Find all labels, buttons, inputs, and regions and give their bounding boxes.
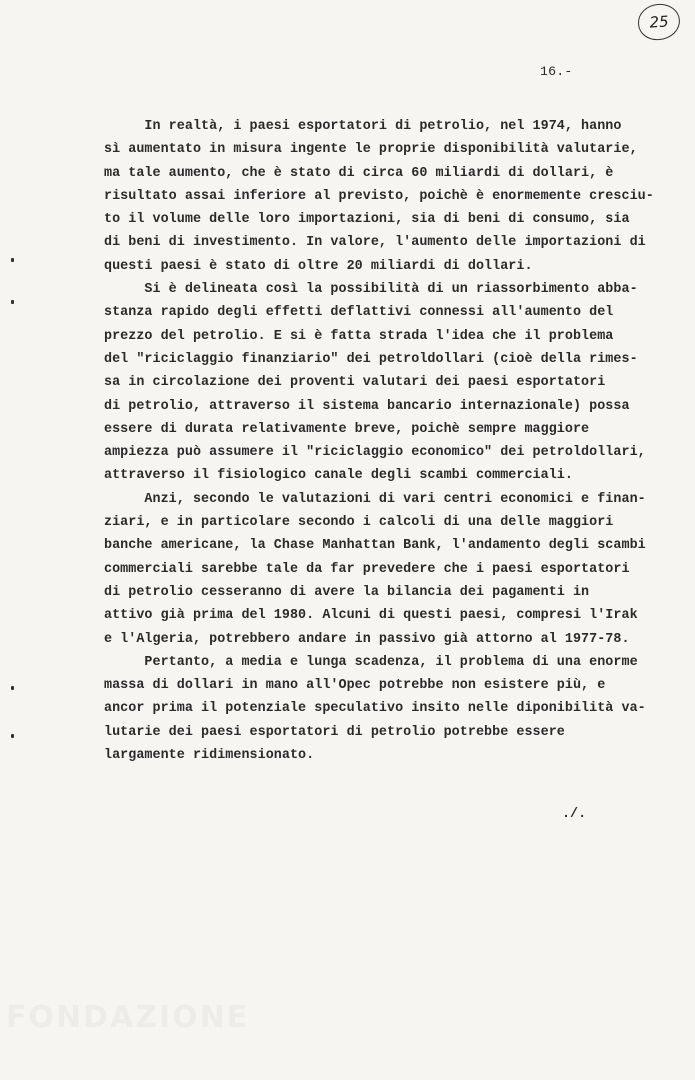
text-line: di beni di investimento. In valore, l'aumento delle importazioni di [104, 235, 646, 251]
archive-number-stamp [637, 3, 681, 42]
margin-dot [11, 734, 14, 738]
text-line: ancor prima il potenziale speculativo insito nelle diponibilità va- [104, 701, 646, 717]
text-line: to il volume delle loro importazioni, sia di beni di consumo, sia [104, 212, 630, 228]
text-line: lutarie dei paesi esportatori di petrolio potrebbe essere [104, 724, 565, 740]
text-line: ampiezza può assumere il "riciclaggio economico" dei petroldollari, [104, 445, 646, 461]
text-line: sa in circolazione dei proventi valutari dei paesi esportatori [104, 375, 606, 391]
margin-dot [11, 686, 14, 690]
text-line: e l'Algeria, potrebbero andare in passivo già attorno al 1977-78. [104, 631, 630, 647]
text-line: di petrolio cesseranno di avere la bilancia dei pagamenti in [104, 584, 590, 600]
text-line: In realtà, i paesi esportatori di petrolio, nel 1974, hanno [104, 119, 622, 134]
text-line: attivo già prima del 1980. Alcuni di questi paesi, compresi l'Irak [104, 608, 638, 624]
continuation-mark: ./. [562, 807, 587, 822]
margin-dot [11, 300, 14, 304]
text-line: risultato assai inferiore al previsto, poichè è enormemente cresciu- [104, 188, 654, 204]
text-line: attraverso il fisiologico canale degli scambi commerciali. [104, 468, 573, 484]
stamp-number: 25 [648, 12, 670, 32]
text-line: Pertanto, a media e lunga scadenza, il problema di una enorme [104, 654, 638, 670]
text-line: ziari, e in particolare secondo i calcoli di una delle maggiori [104, 515, 614, 531]
text-line: essere di durata relativamente breve, poichè sempre maggiore [104, 421, 590, 437]
text-line: questi paesi è stato di oltre 20 miliardi di dollari. [104, 258, 533, 274]
text-line: largamente ridimensionato. [104, 748, 315, 764]
text-line: sì aumentato in misura ingente le proprie disponibilità valutarie, [104, 142, 638, 158]
body-text [104, 115, 664, 767]
text-line: banche americane, la Chase Manhattan Bank, l'andamento degli scambi [104, 538, 646, 554]
text-line: commerciali sarebbe tale da far prevedere che i paesi esportatori [104, 561, 630, 577]
text-line: di petrolio, attraverso il sistema bancario internazionale) possa [104, 398, 630, 414]
text-line: Anzi, secondo le valutazioni di vari centri economici e finan- [104, 491, 646, 507]
margin-dot [11, 258, 14, 262]
text-line: massa di dollari in mano all'Opec potrebbe non esistere più, e [104, 678, 606, 694]
text-line: prezzo del petrolio. E si è fatta strada l'idea che il problema [104, 328, 614, 344]
text-line: ma tale aumento, che è stato di circa 60 miliardi di dollari, è [104, 165, 614, 181]
text-line: stanza rapido degli effetti deflattivi connessi all'aumento del [104, 305, 614, 321]
text-line: Si è delineata così la possibilità di un riassorbimento abba- [104, 282, 638, 298]
page-number: 16.- [540, 64, 573, 79]
text-line: del "riciclaggio finanziario" dei petroldollari (cioè della rimes- [104, 351, 638, 367]
archive-watermark [6, 1000, 249, 1035]
